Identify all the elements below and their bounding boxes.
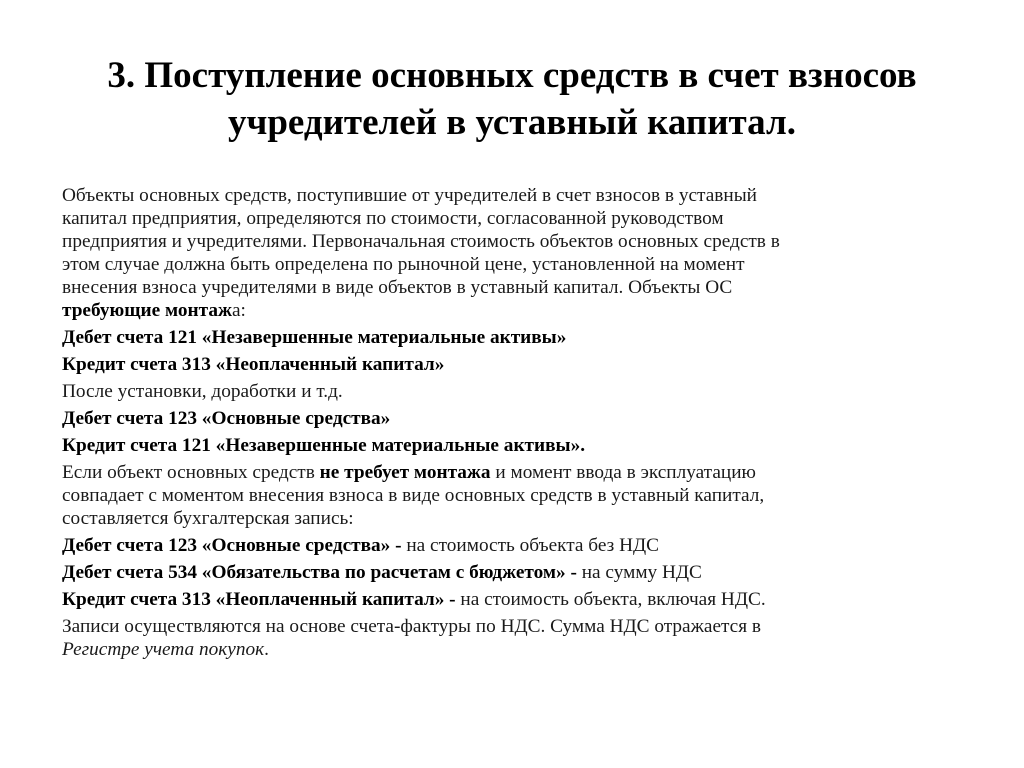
intro-line-4: этом случае должна быть определена по рыночной цене, установленной на момент (62, 254, 745, 275)
paragraph-intro (62, 184, 992, 322)
no-install-bold: не требует монтажа (319, 462, 491, 483)
title-line-1: 3. Поступление основных средств в счет взносов (107, 55, 917, 96)
records-end: . (264, 639, 269, 660)
records-line-1: Записи осуществляются на основе счета-фактуры по НДС. Сумма НДС отражается в (62, 616, 762, 637)
entry-debit-534 (62, 561, 992, 584)
paragraph-no-install (62, 461, 992, 530)
no-install-post: и момент ввода в эксплуатацию (490, 462, 756, 483)
entry-debit-123-rest: на стоимость объекта без НДС (401, 535, 660, 556)
entry-credit-121-text: Кредит счета 121 «Незавершенные материальные активы». (62, 435, 586, 456)
entry-credit-313 (62, 353, 992, 376)
intro-line-6-rest: а: (232, 300, 246, 321)
no-install-pre: Если объект основных средств (62, 462, 320, 483)
entry-debit-121 (62, 326, 992, 349)
intro-line-5: внесения взноса учредителями в виде объектов в уставный капитал. Объекты ОС (62, 277, 733, 298)
title-line-2: учредителей в уставный капитал. (227, 102, 797, 143)
entry-credit-313-text: Кредит счета 313 «Неоплаченный капитал» (62, 354, 445, 375)
records-line-2 (62, 638, 992, 661)
register-name: Регистре учета покупок (62, 639, 265, 660)
entry-credit-121 (62, 434, 992, 457)
entry-debit-121-text: Дебет счета 121 «Незавершенные материальные активы» (62, 327, 567, 348)
no-install-line-1 (62, 461, 992, 484)
entry-credit-313-bold: Кредит счета 313 «Неоплаченный капитал» - (62, 589, 456, 610)
entry-debit-534-bold: Дебет счета 534 «Обязательства по расчетам с бюджетом» - (62, 562, 577, 583)
paragraph-after-install: После установки, доработки и т.д. (62, 381, 343, 402)
slide-title (40, 52, 984, 146)
no-install-line-2: совпадает с моментом внесения взноса в виде основных средств в уставный капитал, (62, 485, 765, 506)
intro-line-6 (62, 299, 992, 322)
intro-bold-term: требующие монтаж (62, 300, 232, 321)
slide-body (62, 184, 992, 665)
intro-line-3: предприятия и учредителями. Первоначальная стоимость объектов основных средств в (62, 231, 780, 252)
entry-debit-123-text: Дебет счета 123 «Основные средства» (62, 408, 391, 429)
entry-debit-123-bold: Дебет счета 123 «Основные средства» - (62, 535, 402, 556)
entry-debit-123-no-vat (62, 534, 992, 557)
entry-debit-123 (62, 407, 992, 430)
entry-credit-313-vat (62, 588, 992, 611)
intro-line-2: капитал предприятия, определяются по стоимости, согласованной руководством (62, 208, 724, 229)
entry-credit-313-rest: на стоимость объекта, включая НДС. (455, 589, 766, 610)
entry-debit-534-rest: на сумму НДС (576, 562, 702, 583)
intro-line-1: Объекты основных средств, поступившие от учредителей в счет взносов в уставный (62, 185, 757, 206)
no-install-line-3: составляется бухгалтерская запись: (62, 508, 354, 529)
paragraph-records (62, 615, 992, 661)
